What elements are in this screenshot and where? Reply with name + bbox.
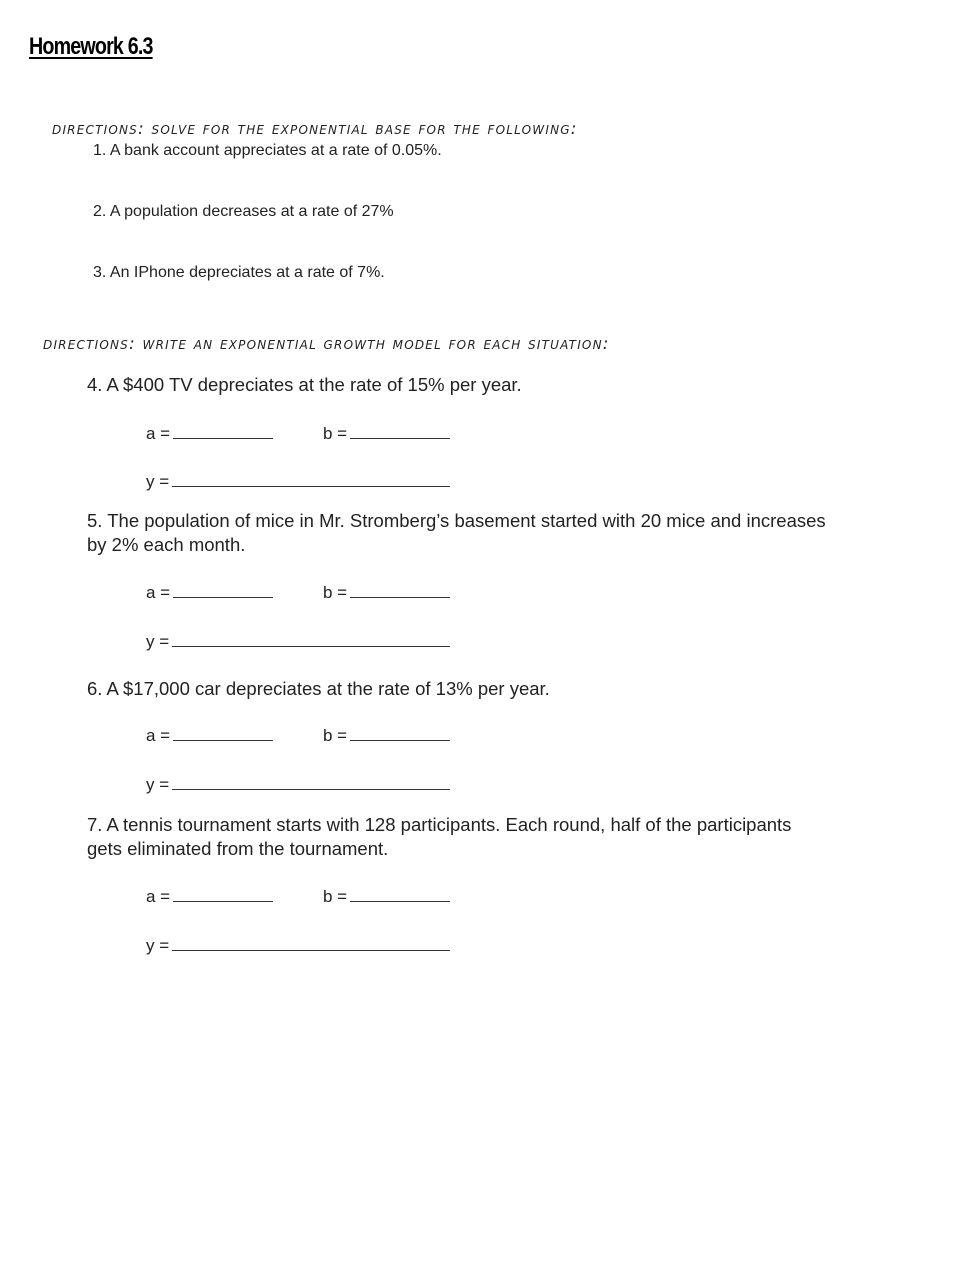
answer-y-5[interactable] [146, 632, 450, 652]
blank-line [350, 596, 450, 598]
label-y: y = [146, 472, 170, 491]
answer-b-6[interactable] [323, 726, 450, 746]
label-y: y = [146, 936, 170, 955]
label-y: y = [146, 775, 170, 794]
blank-line [172, 485, 450, 487]
label-a: a = [146, 726, 171, 745]
question-1: 1. A bank account appreciates at a rate of 0.05%. [93, 142, 442, 159]
blank-line [172, 949, 450, 951]
blank-line [173, 900, 273, 902]
label-y: y = [146, 632, 170, 651]
question-7: 7. A tennis tournament starts with 128 participants. Each round, half of the participants gets eliminated from the tournament. [87, 814, 792, 859]
label-a: a = [146, 583, 171, 602]
answer-b-4[interactable] [323, 424, 450, 444]
label-b: b = [323, 887, 348, 906]
question-2: 2. A population decreases at a rate of 27% [93, 203, 394, 220]
answer-a-5[interactable] [146, 583, 273, 603]
directions-1: directions: solve for the exponential base for the following: [52, 119, 578, 139]
blank-line [350, 739, 450, 741]
label-b: b = [323, 726, 348, 745]
answer-y-4[interactable] [146, 472, 450, 492]
blank-line [173, 437, 273, 439]
blank-line [173, 739, 273, 741]
blank-line [350, 437, 450, 439]
blank-line [350, 900, 450, 902]
question-5: 5. The population of mice in Mr. Stromberg’s basement started with 20 mice and increases by 2% each month. [87, 510, 826, 555]
question-3: 3. An IPhone depreciates at a rate of 7%. [93, 264, 385, 281]
blank-line [173, 596, 273, 598]
label-b: b = [323, 424, 348, 443]
answer-b-7[interactable] [323, 887, 450, 907]
answer-y-6[interactable] [146, 775, 450, 795]
answer-a-7[interactable] [146, 887, 273, 907]
answer-a-6[interactable] [146, 726, 273, 746]
page-title: Homework 6.3 [29, 33, 153, 60]
directions-2: directions: write an exponential growth model for each situation: [43, 334, 610, 354]
label-a: a = [146, 424, 171, 443]
question-6: 6. A $17,000 car depreciates at the rate of 13% per year. [87, 678, 550, 699]
label-a: a = [146, 887, 171, 906]
label-b: b = [323, 583, 348, 602]
blank-line [172, 788, 450, 790]
blank-line [172, 645, 450, 647]
answer-b-5[interactable] [323, 583, 450, 603]
answer-y-7[interactable] [146, 936, 450, 956]
answer-a-4[interactable] [146, 424, 273, 444]
question-4: 4. A $400 TV depreciates at the rate of 15% per year. [87, 374, 522, 395]
